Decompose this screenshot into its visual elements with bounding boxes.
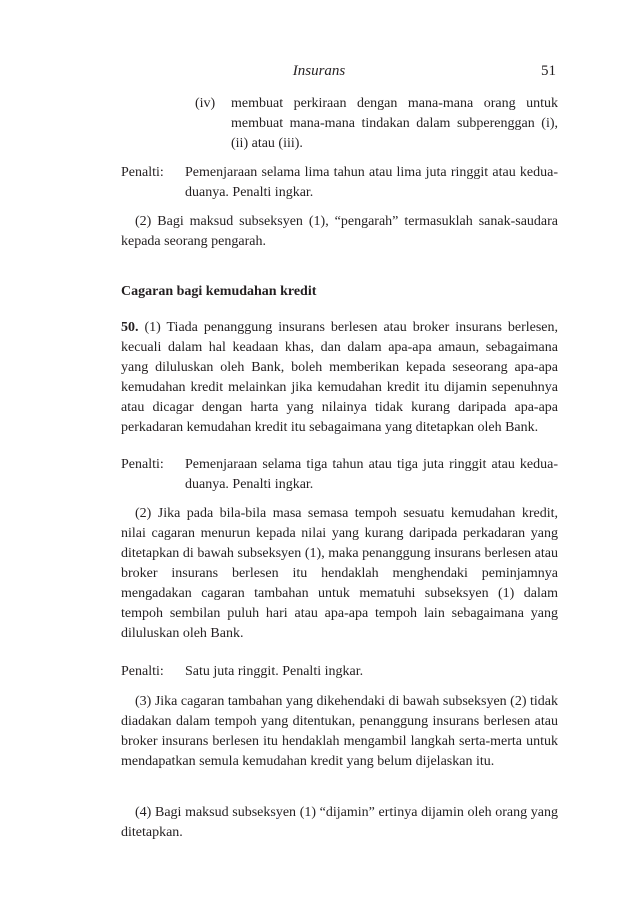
penalty-label: Penalti: (121, 457, 164, 472)
page-number: 51 (541, 63, 556, 79)
penalty-label: Penalti: (121, 165, 164, 180)
paragraph-text: (2) Jika pada bila-bila masa semasa tempoh sesuatu kemudahan kredit, nilai cagaran menurun kepada nilai yang kurang daripada perkadaran yang ditetapkan di bawah subseksyen (1), maka penanggung insurans berlesen atau broker insurans berlesen itu hendaklah menghendaki peminjamnya mengadakan cagaran tambahan untuk mematuhi subseksyen (1) dalam tempoh sembilan puluh hari atau apa-apa tempoh lain sebagaimana yang diluluskan oleh Bank. (121, 506, 558, 641)
paragraph-text: (1) Tiada penanggung insurans berlesen atau broker insurans berlesen, kecuali dalam hal keadaan khas, dan dalam apa-apa amaun, sebagaimana yang diluluskan oleh Bank, boleh memberikan kepada seseorang apa-apa kemudahan kredit melainkan jika kemudahan kredit itu dijamin sepenuhnya atau dicagar dengan harta yang nilainya tidak kurang daripada apa-apa perkadaran kemudahan kredit itu sebagaimana yang ditetapkan oleh Bank. (121, 320, 559, 435)
paragraph-text: (4) Bagi maksud subseksyen (1) “dijamin” ertinya dijamin oleh orang yang ditetapkan. (121, 805, 558, 840)
paragraph-prev-2 (121, 212, 558, 252)
penalty-1 (121, 163, 558, 203)
subparagraph-label: (iv) (195, 96, 216, 111)
section-50-subsection-2 (121, 504, 558, 644)
section-50-subsection-1 (121, 318, 558, 438)
penalty-text: Satu juta ringgit. Penalti ingkar. (185, 664, 364, 679)
penalty-3 (121, 662, 558, 682)
subparagraph-text: membuat perkiraan dengan mana-mana orang untuk membuat mana-mana tindakan dalam subperenggan (i), (ii) atau (iii). (231, 96, 558, 151)
penalty-text: Pemenjaraan selama lima tahun atau lima juta ringgit atau kedua-duanya. Penalti ingkar. (185, 165, 558, 200)
section-heading: Cagaran bagi kemudahan kredit (121, 284, 317, 299)
section-50-subsection-3 (121, 692, 558, 772)
paragraph-text: (3) Jika cagaran tambahan yang dikehendaki di bawah subseksyen (2) tidak diadakan dalam tempoh yang ditentukan, penanggung insurans berlesen atau broker insurans berlesen itu hendaklah mengambil langkah serta-merta untuk mendapatkan semula kemudahan kredit yang belum dijelaskan itu. (121, 694, 558, 769)
section-50-subsection-4 (121, 803, 558, 843)
penalty-text: Pemenjaraan selama tiga tahun atau tiga juta ringgit atau kedua-duanya. Penalti ingkar. (185, 457, 558, 492)
penalty-2 (121, 455, 558, 495)
penalty-label: Penalti: (121, 664, 164, 679)
running-header-title: Insurans (292, 63, 346, 79)
section-number: 50. (121, 320, 139, 335)
paragraph-text: (2) Bagi maksud subseksyen (1), “pengarah” termasuklah sanak-saudara kepada seorang pengarah. (121, 214, 558, 249)
subparagraph-iv (195, 94, 558, 154)
